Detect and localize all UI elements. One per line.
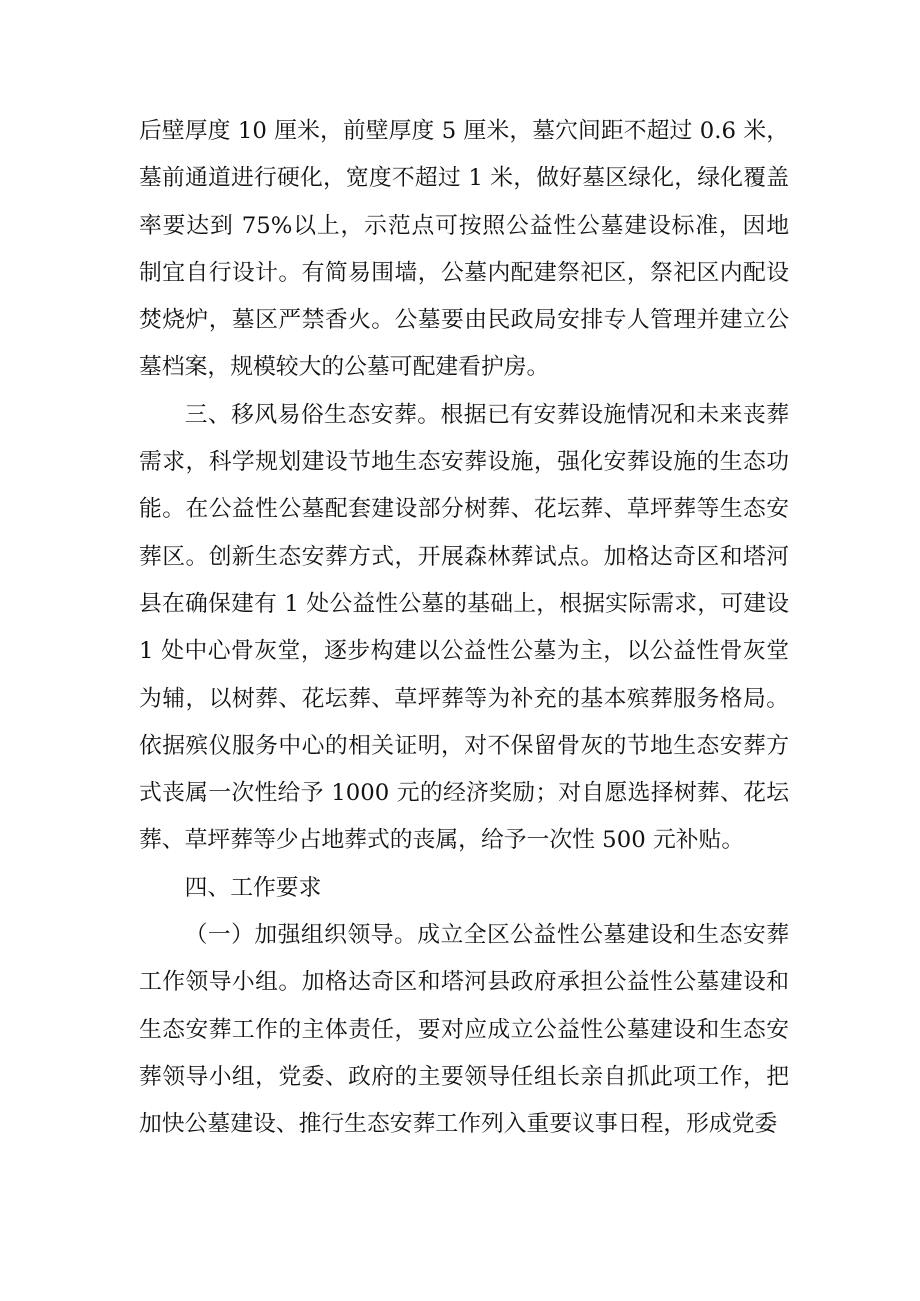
paragraph-cemetery-specs: 后壁厚度 10 厘米，前壁厚度 5 厘米，墓穴间距不超过 0.6 米，墓前通道进行硬化，宽度不超过 1 米，做好墓区绿化，绿化覆盖率要达到 75%以上，示范点可按照公益性公墓建设标准，因地制宜自行设计。有简易围墙，公墓内配建祭祀区，祭祀区内配设焚烧炉，墓区严禁香火。公墓要由民政局安排专人管理并建立公墓档案，规模较大的公墓可配建看护房。 — [139, 118, 789, 381]
paragraph-section-three-eco-burial: 三、移风易俗生态安葬。根据已有安葬设施情况和未来丧葬需求，科学规划建设节地生态安葬设施，强化安葬设施的生态功能。在公益性公墓配套建设部分树葬、花坛葬、草坪葬等生态安葬区。创新生态安葬方式，开展森林葬试点。加格达奇区和塔河县在确保建有 1 处公益性公墓的基础上，根据实际需求，可建设 1 处中心骨灰堂，逐步构建以公益性公墓为主，以公益性骨灰堂为辅，以树葬、花坛葬、草坪葬等为补充的基本殡葬服务格局。依据殡仪服务中心的相关证明，对不保留骨灰的节地生态安葬方式丧属一次性给予 1000 元的经济奖励；对自愿选择树葬、花坛葬、草坪葬等少占地葬式的丧属，给予一次性 500 元补贴。 — [139, 401, 789, 854]
paragraph-organization-leadership: （一）加强组织领导。成立全区公益性公墓建设和生态安葬工作领导小组。加格达奇区和塔河县政府承担公益性公墓建设和生态安葬工作的主体责任，要对应成立公益性公墓建设和生态安葬领导小组，党委、政府的主要领导任组长亲自抓此项工作，把加快公墓建设、推行生态安葬工作列入重要议事日程，形成党委 — [139, 922, 789, 1138]
heading-section-four-work-requirements: 四、工作要求 — [184, 874, 322, 901]
document-body — [139, 108, 789, 1149]
